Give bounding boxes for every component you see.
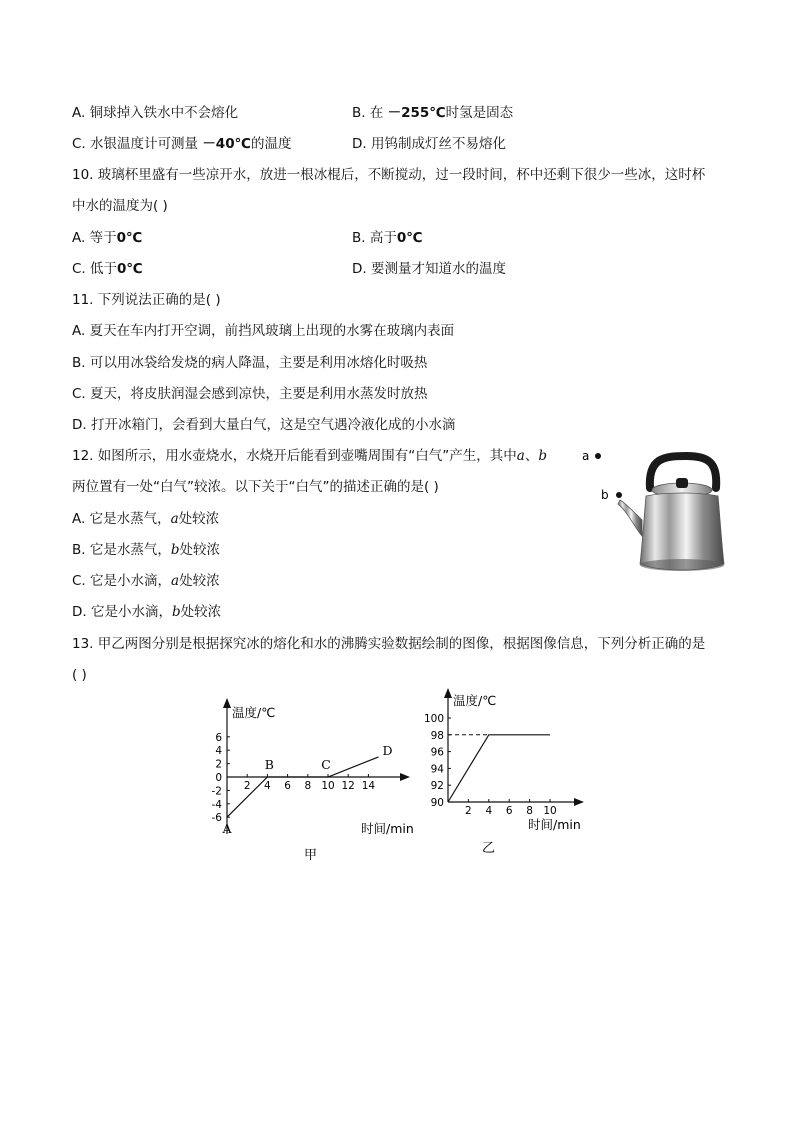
kettle-figure	[582, 448, 734, 576]
jia-y-tick-label: 0	[215, 772, 222, 784]
point-a-dot	[595, 453, 601, 459]
q12-option-c: C. 它是小水滴，a处较浓	[72, 573, 220, 589]
q10-option-b: B. 高于0℃	[352, 230, 423, 246]
yi-y-tick-label: 98	[430, 729, 444, 742]
q9-option-c: C. 水银温度计可测量 －40℃的温度	[72, 136, 292, 152]
chart-jia	[196, 694, 426, 864]
q12-option-b: B. 它是水蒸气，b处较浓	[72, 542, 221, 558]
jia-x-arrow	[400, 773, 410, 781]
q12-option-d: D. 它是小水滴，b处较浓	[72, 604, 222, 620]
kettle-body	[640, 493, 724, 570]
q11-option-b: B. 可以用冰袋给发烧的病人降温，主要是利用冰熔化时吸热	[72, 355, 428, 371]
q13-stem-line1: 13. 甲乙两图分别是根据探究冰的熔化和水的沸腾实验数据绘制的图像，根据图像信息，下列分析正确的是	[72, 636, 706, 652]
jia-point-label: B	[264, 757, 274, 772]
kettle-label-b: b	[601, 488, 609, 502]
yi-y-axis-label: 温度/℃	[453, 693, 497, 708]
jia-x-tick-label: 10	[321, 780, 335, 792]
jia-point-label: D	[382, 742, 393, 758]
jia-y-arrow	[223, 698, 231, 708]
yi-x-arrow	[574, 798, 584, 806]
q12-stem-line1: 12. 如图所示，用水壶烧水，水烧开后能看到壶嘴周围有“白气”产生，其中a、b	[72, 448, 547, 464]
q10-stem-line2: 中水的温度为( )	[72, 198, 168, 214]
kettle-knob	[676, 478, 688, 488]
jia-x-tick-label: 14	[361, 780, 376, 792]
jia-caption: 甲	[304, 848, 318, 863]
yi-x-tick-label: 2	[465, 805, 472, 817]
q13-stem-line2: ( )	[72, 667, 87, 683]
q11-option-d: D. 打开冰箱门，会看到大量白气，这是空气遇冷液化成的小水滴	[72, 417, 456, 433]
jia-y-tick-label: -4	[211, 798, 222, 811]
q12-stem-line2: 两位置有一处“白气”较浓。以下关于“白气”的描述正确的是( )	[72, 479, 439, 495]
jia-x-tick-label: 12	[341, 780, 355, 792]
jia-y-tick-label: 2	[215, 758, 222, 771]
q11-option-c: C. 夏天，将皮肤润湿会感到凉快，主要是利用水蒸发时放热	[72, 386, 428, 402]
point-b-dot	[616, 492, 622, 498]
q9-option-a: A. 铜球掉入铁水中不会熔化	[72, 105, 239, 121]
yi-series-line	[448, 735, 550, 802]
yi-x-tick-label: 6	[505, 805, 513, 817]
yi-x-tick-label: 8	[526, 805, 533, 817]
jia-x-tick-label: 4	[264, 780, 271, 792]
jia-y-axis-label: 温度/℃	[232, 705, 276, 720]
yi-y-tick-label: 96	[430, 746, 444, 759]
q12-option-a: A. 它是水蒸气，a处较浓	[72, 511, 220, 527]
q10-option-d: D. 要测量才知道水的温度	[352, 261, 506, 277]
q9-option-b: B. 在 －255℃时氢是固态	[352, 105, 514, 121]
yi-x-tick-label: 4	[485, 805, 493, 817]
jia-point-label: C	[321, 757, 331, 772]
kettle-base	[640, 559, 724, 571]
yi-caption: 乙	[482, 841, 496, 856]
jia-x-tick-label: 2	[243, 780, 251, 792]
jia-x-tick-label: 6	[284, 780, 291, 792]
jia-y-tick-label: -2	[211, 785, 222, 798]
yi-y-tick-label: 90	[430, 797, 444, 809]
jia-y-tick-label: -6	[211, 812, 222, 825]
yi-y-tick-label: 100	[423, 713, 444, 725]
chart-yi	[418, 684, 618, 859]
yi-x-axis-label: 时间/min	[528, 817, 581, 832]
q10-option-c: C. 低于0℃	[72, 261, 143, 277]
jia-y-tick-label: 4	[215, 745, 222, 758]
yi-y-arrow	[444, 688, 452, 698]
yi-x-tick-label: 10	[543, 805, 557, 817]
kettle-label-a: a	[582, 449, 590, 463]
q10-stem-line1: 10. 玻璃杯里盛有一些凉开水，放进一根冰棍后，不断搅动，过一段时间，杯中还剩下很少一些冰，这时杯	[72, 167, 706, 183]
jia-x-axis-label: 时间/min	[361, 821, 414, 836]
yi-y-tick-label: 94	[430, 763, 444, 776]
jia-x-tick-label: 8	[304, 780, 312, 792]
jia-y-tick-label: 6	[215, 731, 222, 744]
q11-option-a: A. 夏天在车内打开空调，前挡风玻璃上出现的水雾在玻璃内表面	[72, 323, 455, 339]
kettle-spout	[618, 500, 642, 536]
jia-point-label: A	[222, 821, 232, 837]
q10-option-a: A. 等于0℃	[72, 230, 143, 246]
yi-y-tick-label: 92	[430, 780, 444, 793]
q11-stem: 11. 下列说法正确的是( )	[72, 292, 221, 308]
q9-option-d: D. 用钨制成灯丝不易熔化	[352, 136, 506, 152]
